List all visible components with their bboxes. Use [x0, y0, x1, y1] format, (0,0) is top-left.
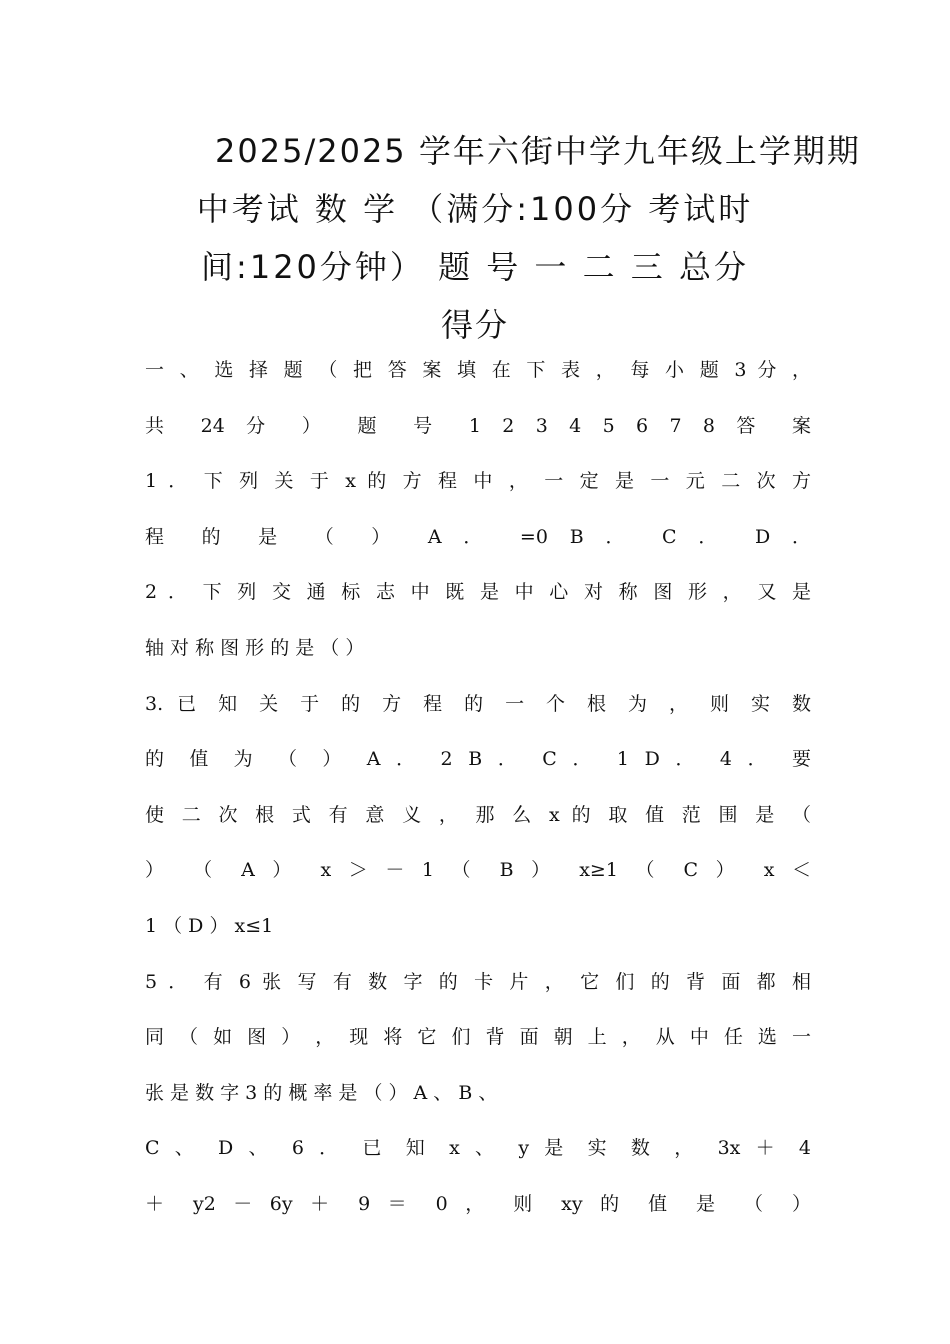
title-line-1: 2025/2025 学年六街中学九年级上学期期 — [215, 132, 861, 170]
body-line-15: C 、 D 、 6 ． 已 知 x 、 y 是 实 数 ， 3x ＋ 4 — [145, 1137, 811, 1160]
title-line-2: 中考试 数 学 （满分:100分 考试时 — [196, 190, 754, 228]
body-line-7: 3. 已 知 关 于 的 方 程 的 一 个 根 为 ， 则 实 数 — [145, 692, 811, 715]
body-line-16: ＋ y2 － 6y ＋ 9 ＝ 0 ， 则 xy 的 值 是 （ ） — [145, 1192, 811, 1215]
body-line-11: 1 （ D ） x≤1 — [145, 914, 274, 937]
exam-title — [120, 122, 861, 354]
body-line-6: 轴 对 称 图 形 的 是 （ ） — [145, 636, 365, 659]
body-line-14: 张 是 数 字 3 的 概 率 是 （ ） A 、 B 、 — [145, 1081, 498, 1104]
title-line-4: 得分 — [440, 306, 509, 344]
body-line-2: 共 24 分 ） 题 号 1 2 3 4 5 6 7 8 答 案 — [145, 414, 811, 437]
body-line-5: 2 ． 下 列 交 通 标 志 中 既 是 中 心 对 称 图 形 ， 又 是 — [145, 581, 811, 604]
body-line-13: 同 （ 如 图 ） ， 现 将 它 们 背 面 朝 上 ， 从 中 任 选 一 — [145, 1026, 811, 1049]
body-line-10: ） （ A ） x ＞ － 1 （ B ） x≥1 （ C ） x ＜ — [145, 859, 811, 882]
body-line-1: 一 、 选 择 题 （ 把 答 案 填 在 下 表 ， 每 小 题 3 分 ， — [145, 359, 811, 381]
body-line-12: 5 ． 有 6 张 写 有 数 字 的 卡 片 ， 它 们 的 背 面 都 相 — [145, 970, 811, 993]
body-line-8: 的 值 为 （ ） A ． 2 B ． C ． 1 D ． 4 ． 要 — [145, 748, 811, 771]
question-body — [145, 343, 811, 1233]
body-line-9: 使 二 次 根 式 有 意 义 ， 那 么 x 的 取 值 范 围 是 （ — [145, 803, 811, 826]
body-line-4: 程 的 是 （ ） A ． =0 B ． C ． D ． — [145, 525, 811, 548]
body-line-3: 1 ． 下 列 关 于 x 的 方 程 中 ， 一 定 是 一 元 二 次 方 — [145, 470, 811, 493]
title-line-3: 间:120分钟） 题 号 一 二 三 总分 — [201, 248, 749, 286]
